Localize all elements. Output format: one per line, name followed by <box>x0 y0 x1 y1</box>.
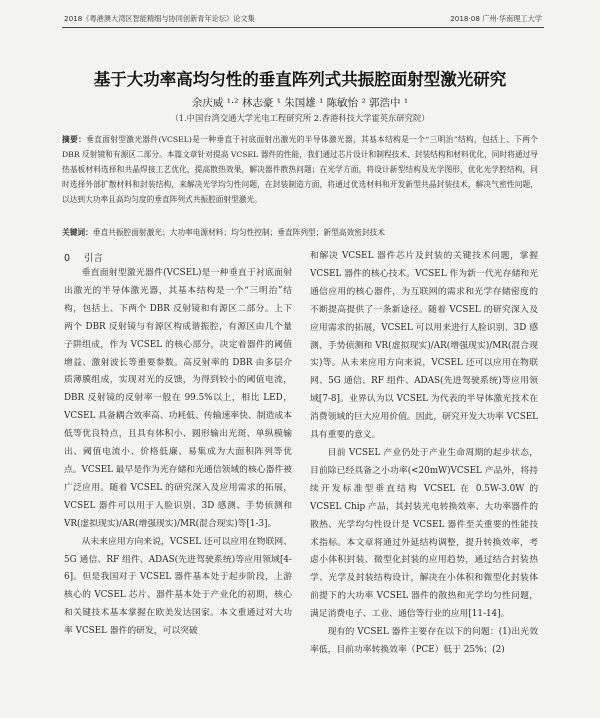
right-column <box>310 248 538 714</box>
keywords-text: 垂直共振腔面射激光；大功率电源材料；均匀性控制；垂直阵列型；新型高效密封技术 <box>92 228 385 237</box>
body-paragraph: 和解决 VCSEL 器件芯片及封装的关键技术问题，掌握 VCSEL 器件的核心技术。VCSEL 作为新一代光存储和光通信应用的核心器件，为互联网的需求和光学存储密度的不断提高提供了一条新途径。随着 VCSEL 的研究深入及应用需求的拓展，VCSEL 可以用来进行人脸识别、3D 感测、手势侦测和 VR(虚拟现实)/AR(增强现实)/MR(混合现实)等。从未来应用方向来说，VCSEL 还可以应用在物联网、5G 通信、RF 组件、ADAS(先进驾驶系统)等应用领域[7-8]。业界认为以 VCSEL 为代表的半导体激光技术在消费领域的巨大应用价值。因此，研究开发大功率 VCSEL 具有重要的意义。 <box>310 251 538 441</box>
section-title: 引言 <box>84 253 104 264</box>
left-column <box>64 265 292 711</box>
body-paragraph: 现有的 VCSEL 器件主要存在以下的问题：(1)出光效率低，目前功率转换效率（PCE）低于 25%；(2) <box>310 627 538 655</box>
keywords-label: 关键词： <box>62 228 93 237</box>
section-heading <box>64 250 103 264</box>
author-list: 余庆威 ¹·² 林志豪 ¹ 朱国雄 ¹ 陈敏怡 ² 郭浩中 ¹ <box>191 97 409 109</box>
running-header-left: 2018《粤港澳大湾区智能精细与协同创新青年论坛》论文集 <box>64 14 255 23</box>
affiliations: （1.中国台湾交通大学光电工程研究所 2.香港科技大学霍英东研究院） <box>170 113 430 123</box>
body-paragraph: 从未来应用方向来说，VCSEL 还可以应用在物联网、5G 通信、RF 组件、ADAS(先进驾驶系统)等应用领域[4-6]。但是我国对于 VCSEL 器件基本处于起步阶段，上游核心的 VCSEL 芯片、器件基本处于产业化的初期，核心和关键技术基本掌握在欧美发达国家。本文重通过对大功率 VCSEL 器件的研发，可以突破 <box>64 536 292 637</box>
body-paragraph: 垂直面射型激光器件(VCSEL)是一种垂直于衬底面射出激光的半导体激光器，其基本结构是一个“三明治”结构，包括上、下两个 DBR 反射镜和有源区二部分。上下两个 DBR 反射镜与有源区构成谐振腔，有源区由几个量子阱组成，作为 VCSEL 的核心部分，决定着器件的阈值增益、激射波长等重要参数。高反射率的 DBR 由多层介质薄膜组成，实现对光的反馈，为得到较小的阈值电流，DBR 反射镜的反射率一般在 99.5%以上，相比 LED，VCSEL 具备耦合效率高、功耗低、传输速率快、制造成本低等优良特点，且具有体积小、圆形输出光斑、单纵模输出、阈值电流小、价格低廉、易集成为大面积阵列等优点。VCSEL 最早是作为光存储和光通信领域的核心器件被广泛应用。随着 VCSEL 的研究深入及应用需求的拓展，VCSEL 器件可以用于人脸识别、3D 感测、手势侦测和 VR(虚拟现实)/AR(增强现实)/MR(混合现实)等[1-3]。 <box>64 268 292 529</box>
body-paragraph: 目前 VCSEL 产业仍处于产业生命周期的起步状态，目前除已经具备之小功率(<20mW)VCSEL 产品外，将持续开发标准型垂直结构 VCSEL 在 0.5W-3.0W 的 VCSEL Chip 产品，其封装光电转换效率、大功率器件的散热、光学均匀性设计是 VCSEL 器件至关重要的性能技术指标。本文章将通过外延结构调整，提升转换效率，考虑小体积封装、微型化封装的应用趋势，通过结合封装热学、光学及封装结构设计，解决在小体积和微型化封装体前提下的大功率 VCSEL 器件的散热和光学均匀性问题，满足消费电子、工业、通信等行业的应用[11-14]。 <box>310 447 538 620</box>
abstract-label: 摘要： <box>62 135 87 144</box>
paper-title: 基于大功率高均匀性的垂直阵列式共振腔面射型激光研究 <box>93 70 507 89</box>
header-rule <box>62 27 544 28</box>
keywords <box>62 226 538 240</box>
abstract <box>62 132 538 207</box>
running-header-right: 2018·08 广州·华南理工大学 <box>450 14 542 23</box>
abstract-text: 垂直面射型激光器件(VCSEL)是一种垂直于衬底面射出激光的半导体激光器，其基本结构是一个“三明治”结构，包括上、下两个 DBR 反射镜和有源区二部分。本篇文章针对提高 VCSEL 器件的性能，我们通过芯片设计和制程技术、封装结构和材料优化，同时将通过导热基板材料选择和共晶焊接工艺优化，提高散热效果，解决器件散热问题；在光学方面，将设计新型结构及光学图形，优化光学腔结构，同时选择外部扩散材料和封装结构，来解决光学均匀性问题，在封装制造方面，将通过优选材料和开发新型共晶封装技术，解决气密性问题，以达到大功率且高均匀度的垂直阵列式共振腔面射型激光。 <box>62 135 538 205</box>
section-number: 0 <box>64 253 71 264</box>
